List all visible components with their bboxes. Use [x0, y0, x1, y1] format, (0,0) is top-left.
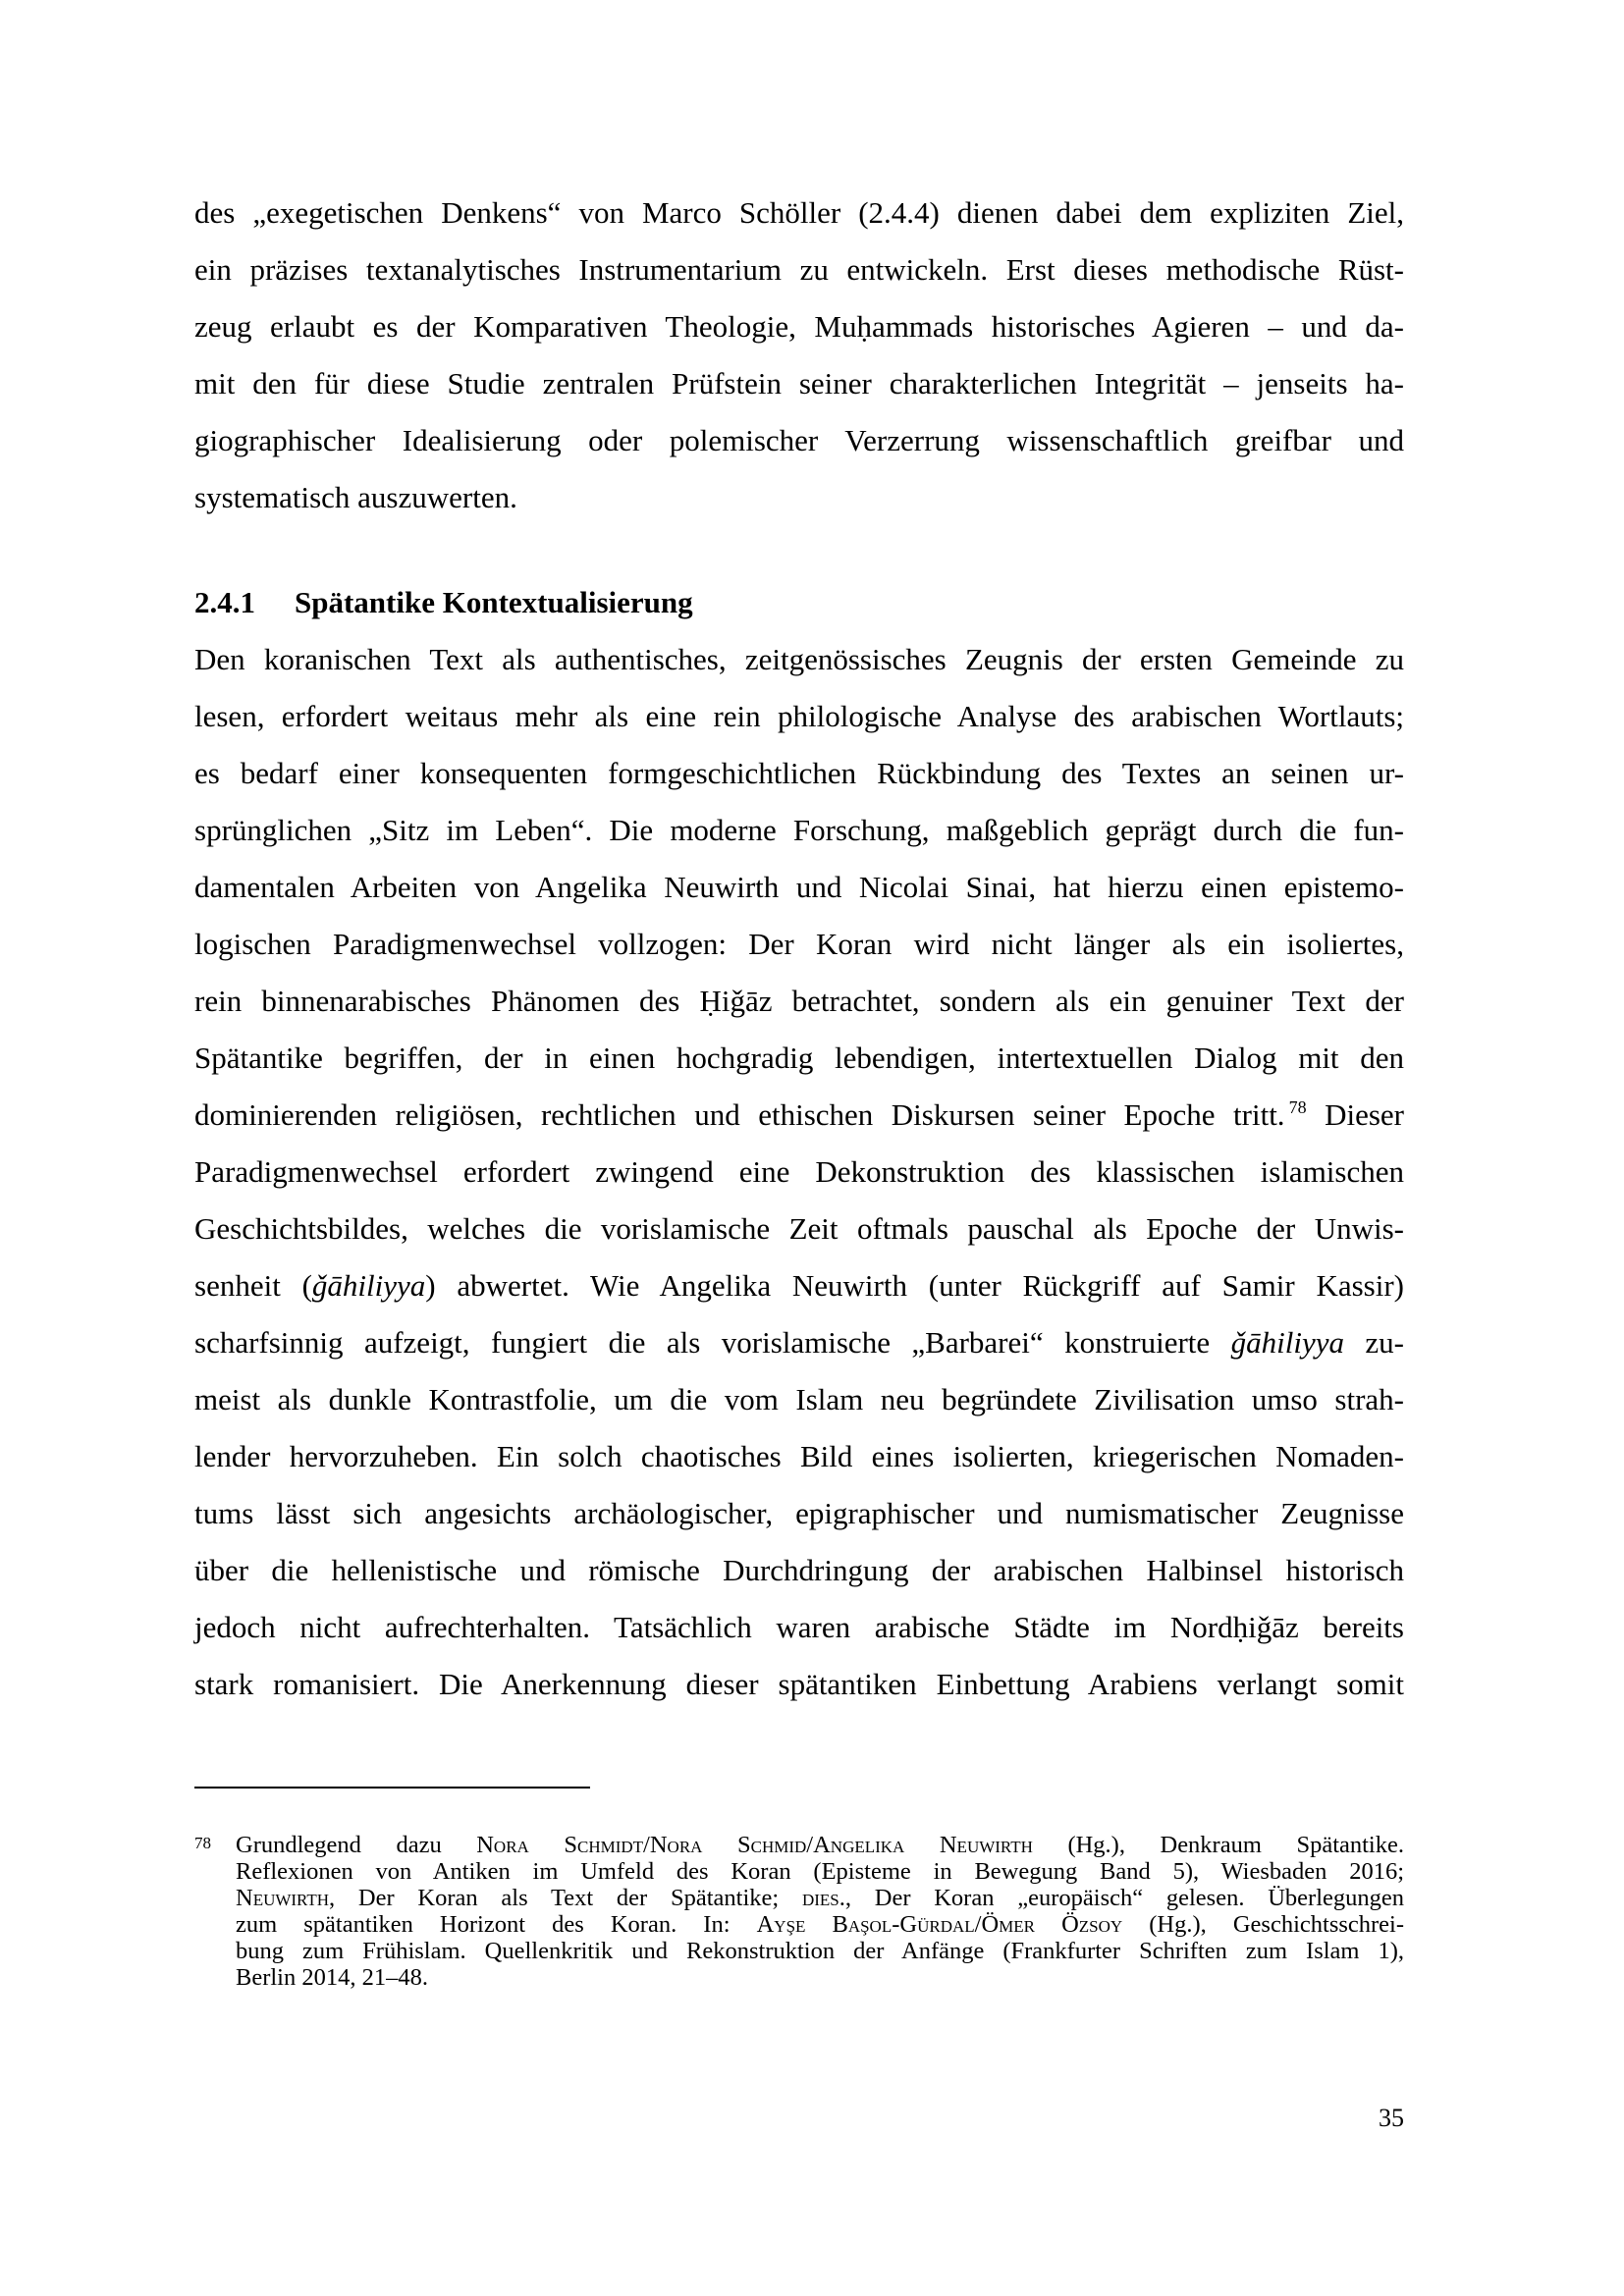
- section-heading: [194, 574, 693, 631]
- footnote-reference[interactable]: 78: [1288, 1097, 1307, 1117]
- page-number: 35: [1379, 2104, 1404, 2132]
- body-line-3: es bedarf einer konsequenten formgeschichtlichen Rückbindung des Textes an seinen ur-: [194, 756, 1404, 790]
- body-line-12-end: ) abwertet. Wie Angelika Neuwirth (unter Rückgriff auf Samir Kassir): [425, 1268, 1404, 1303]
- term-jahiliyya: ǧāhiliyya: [311, 1268, 426, 1303]
- body-line-11: Geschichtsbildes, welches die vorislamische Zeit oftmals pauschal als Epoche der Unwis-: [194, 1211, 1404, 1246]
- body-line-17: über die hellenistische und römische Durchdringung der arabischen Halbinsel historisch: [194, 1553, 1404, 1587]
- intro-line-1: des „exegetischen Denkens“ von Marco Schöller (2.4.4) dienen dabei dem expliziten Ziel,: [194, 195, 1404, 230]
- footnote-line-4: zum spätantiken Horizont des Koran. In: Ayşe Başol-Gürdal/Ömer Özsoy (Hg.), Geschichtsschrei-: [236, 1911, 1405, 1938]
- footnote-line-3: Neuwirth, Der Koran als Text der Spätantike; dies., Der Koran „europäisch“ gelesen. Überlegungen: [236, 1885, 1405, 1911]
- body-line-19: stark romanisiert. Die Anerkennung dieser spätantiken Einbettung Arabiens verlangt somit: [194, 1667, 1404, 1701]
- intro-line-6: systematisch auszuwerten.: [194, 480, 517, 514]
- footnote-separator: [194, 1787, 590, 1789]
- body-line-18: jedoch nicht aufrechterhalten. Tatsächlich waren arabische Städte im Nordḥiǧāz bereits: [194, 1610, 1404, 1644]
- intro-line-3: zeug erlaubt es der Komparativen Theologie, Muḥammads historisches Agieren – und da-: [194, 309, 1404, 344]
- footnote-number: 78: [194, 1834, 211, 1852]
- body-line-13-start: scharfsinnig aufzeigt, fungiert die als vorislamische „Barbarei“ konstruierte: [194, 1325, 1231, 1360]
- body-line-8: Spätantike begriffen, der in einen hochgradig lebendigen, intertextuellen Dialog mit den: [194, 1041, 1404, 1075]
- section-title: Spätantike Kontextualisierung: [295, 585, 693, 619]
- body-line-1: Den koranischen Text als authentisches, zeitgenössisches Zeugnis der ersten Gemeinde zu: [194, 642, 1404, 676]
- body-line-9: [194, 1087, 1404, 1144]
- body-line-6: logischen Paradigmenwechsel vollzogen: Der Koran wird nicht länger als ein isoliertes,: [194, 927, 1404, 961]
- body-line-7: rein binnenarabisches Phänomen des Ḥiǧāz betrachtet, sondern als ein genuiner Text der: [194, 984, 1404, 1018]
- footnote-line-5: bung zum Frühislam. Quellenkritik und Rekonstruktion der Anfänge (Frankfurter Schriften zum Islam 1),: [236, 1938, 1404, 1964]
- body-line-13-end: zu-: [1343, 1325, 1404, 1360]
- footnote-line-1: Grundlegend dazu Nora Schmidt/Nora Schmid/Angelika Neuwirth (Hg.), Denkraum Spätantike.: [236, 1832, 1404, 1858]
- body-line-14: meist als dunkle Kontrastfolie, um die vom Islam neu begründete Zivilisation umso strah-: [194, 1382, 1404, 1416]
- body-line-5: damentalen Arbeiten von Angelika Neuwirth und Nicolai Sinai, hat hierzu einen epistemo-: [194, 870, 1404, 904]
- body-line-12-start: senheit (: [194, 1268, 312, 1303]
- body-line-9-text: dominierenden religiösen, rechtlichen und ethischen Diskursen seiner Epoche tritt.: [194, 1097, 1285, 1132]
- body-line-13: [194, 1314, 1404, 1371]
- section-number: 2.4.1: [194, 585, 255, 619]
- body-line-10: Paradigmenwechsel erfordert zwingend eine Dekonstruktion des klassischen islamischen: [194, 1154, 1404, 1189]
- footnote-line-6: Berlin 2014, 21–48.: [236, 1964, 428, 1991]
- body-line-15: lender hervorzuheben. Ein solch chaotisches Bild eines isolierten, kriegerischen Nomaden-: [194, 1439, 1404, 1473]
- footnote-line-2: Reflexionen von Antiken im Umfeld des Koran (Episteme in Bewegung Band 5), Wiesbaden 2016;: [236, 1858, 1404, 1885]
- intro-line-2: ein präzises textanalytisches Instrumentarium zu entwickeln. Erst dieses methodische Rüst-: [194, 252, 1404, 287]
- body-line-12: [194, 1257, 1404, 1314]
- intro-line-4: mit den für diese Studie zentralen Prüfstein seiner charakterlichen Integrität – jenseits ha-: [194, 366, 1404, 400]
- body-line-9-tail: Dieser: [1306, 1097, 1404, 1132]
- term-jahiliyya: ǧāhiliyya: [1230, 1325, 1344, 1360]
- body-line-16: tums lässt sich angesichts archäologischer, epigraphischer und numismatischer Zeugnisse: [194, 1496, 1404, 1530]
- intro-line-5: giographischer Idealisierung oder polemischer Verzerrung wissenschaftlich greifbar und: [194, 423, 1404, 457]
- body-line-4: sprünglichen „Sitz im Leben“. Die moderne Forschung, maßgeblich geprägt durch die fun-: [194, 813, 1404, 847]
- body-line-2: lesen, erfordert weitaus mehr als eine rein philologische Analyse des arabischen Wortlauts;: [194, 699, 1404, 733]
